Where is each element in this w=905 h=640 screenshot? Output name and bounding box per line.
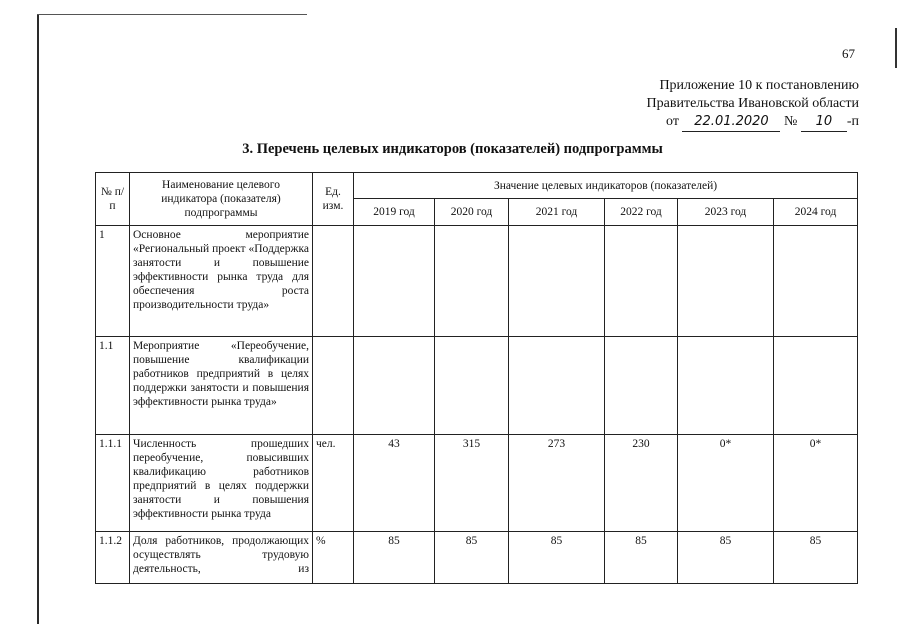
row-value: 85 bbox=[354, 532, 435, 584]
row-value bbox=[605, 226, 678, 337]
year-header: 2023 год bbox=[678, 199, 774, 226]
row-value: 273 bbox=[509, 435, 605, 532]
row-num: 1.1.1 bbox=[96, 435, 130, 532]
year-header: 2024 год bbox=[774, 199, 858, 226]
row-value: 43 bbox=[354, 435, 435, 532]
col-unit-header: Ед. изм. bbox=[313, 173, 354, 226]
row-unit bbox=[313, 226, 354, 337]
col-num-header: № п/п bbox=[96, 173, 130, 226]
row-value: 85 bbox=[605, 532, 678, 584]
appendix-header bbox=[647, 77, 859, 132]
row-value: 85 bbox=[774, 532, 858, 584]
row-name: Мероприятие «Переобучение, повышение квалификации работников предприятий в целях поддержки занятости и повышения эффективности рынка труда» bbox=[130, 337, 313, 435]
handwritten-date: 22.01.2020 bbox=[682, 113, 780, 132]
appendix-line-3 bbox=[647, 113, 859, 132]
col-values-header: Значение целевых индикаторов (показателей) bbox=[354, 173, 858, 199]
row-value: 0* bbox=[774, 435, 858, 532]
row-value bbox=[354, 226, 435, 337]
row-num: 1.1 bbox=[96, 337, 130, 435]
row-value bbox=[509, 337, 605, 435]
row-unit: чел. bbox=[313, 435, 354, 532]
row-value bbox=[354, 337, 435, 435]
row-value: 315 bbox=[435, 435, 509, 532]
header-row-1 bbox=[96, 173, 858, 199]
table-row bbox=[96, 337, 858, 435]
table-row bbox=[96, 226, 858, 337]
row-value bbox=[509, 226, 605, 337]
row-name: Основное мероприятие «Региональный проект «Поддержка занятости и повышение эффективности рынка труда для обеспечения роста производительности труда» bbox=[130, 226, 313, 337]
row-name: Численность прошедших переобучение, повысивших квалификацию работников предприятий в целях поддержки занятости и повышения эффективности рынка труда bbox=[130, 435, 313, 532]
number-suffix: -п bbox=[846, 114, 859, 129]
row-unit bbox=[313, 337, 354, 435]
col-name-header: Наименование целевого индикатора (показателя) подпрограммы bbox=[130, 173, 313, 226]
row-value bbox=[435, 337, 509, 435]
row-value: 85 bbox=[509, 532, 605, 584]
table-row bbox=[96, 532, 858, 584]
table-row bbox=[96, 435, 858, 532]
indicators-table bbox=[95, 172, 858, 584]
from-label: от bbox=[666, 114, 679, 129]
handwritten-number: 10 bbox=[801, 113, 847, 132]
row-num: 1 bbox=[96, 226, 130, 337]
year-header: 2021 год bbox=[509, 199, 605, 226]
row-value bbox=[435, 226, 509, 337]
appendix-line-2: Правительства Ивановской области bbox=[646, 96, 859, 111]
row-name: Доля работников, продолжающих осуществлять трудовую деятельность, из bbox=[130, 532, 313, 584]
row-value bbox=[678, 337, 774, 435]
row-value: 0* bbox=[678, 435, 774, 532]
appendix-line-1: Приложение 10 к постановлению bbox=[659, 78, 859, 93]
row-value bbox=[774, 337, 858, 435]
row-value: 85 bbox=[435, 532, 509, 584]
row-unit: % bbox=[313, 532, 354, 584]
year-header: 2019 год bbox=[354, 199, 435, 226]
scan-edge-left bbox=[37, 14, 39, 624]
row-value bbox=[774, 226, 858, 337]
scan-edge-right bbox=[895, 28, 897, 68]
row-value: 230 bbox=[605, 435, 678, 532]
row-num: 1.1.2 bbox=[96, 532, 130, 584]
page-number: 67 bbox=[842, 46, 855, 61]
row-value bbox=[678, 226, 774, 337]
row-value: 85 bbox=[678, 532, 774, 584]
number-label: № bbox=[783, 114, 798, 129]
section-title: 3. Перечень целевых индикаторов (показателей) подпрограммы bbox=[242, 141, 663, 157]
scan-edge-top bbox=[37, 14, 307, 15]
year-header: 2022 год bbox=[605, 199, 678, 226]
row-value bbox=[605, 337, 678, 435]
year-header: 2020 год bbox=[435, 199, 509, 226]
